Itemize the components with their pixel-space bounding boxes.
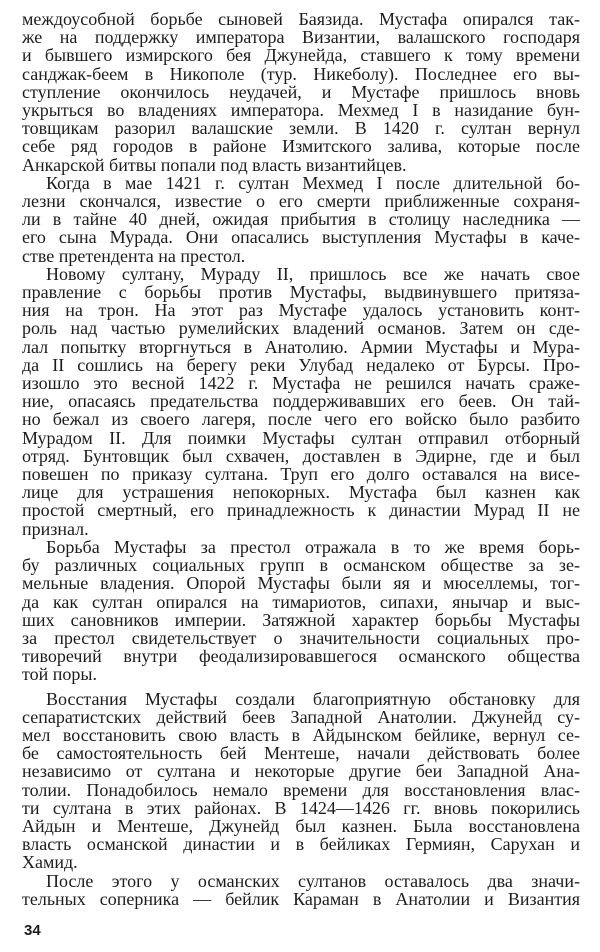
text-line: ли в тайне 40 дней, ожидая прибытия в столицу наследника — xyxy=(22,209,580,230)
text-line: тельных соперника — бейлик Караман в Анатолии и Византия xyxy=(22,888,580,909)
text-line: товщикам разорил валашские земли. В 1420 г. султан вернул xyxy=(22,118,580,139)
text-line: толии. Понадобилось немало времени для восстановления влас- xyxy=(22,779,580,800)
text-line: изошло это весной 1422 г. Мустафа не решился начать сраже- xyxy=(22,373,580,394)
text-line: независимо от султана и некоторые другие беи Западной Ана- xyxy=(22,761,580,782)
text-line: Айдын и Ментеше, Джунейд был казнен. Была восстановлена xyxy=(22,815,580,836)
text-line: себе ряд городов в районе Измитского залива, которые после xyxy=(22,136,580,157)
text-line: Новому султану, Мураду II, пришлось все же начать свое xyxy=(46,263,580,284)
text-line: отряд. Бунтовщик был схвачен, доставлен в Эдирне, где и был xyxy=(22,445,580,466)
paragraph xyxy=(22,690,580,872)
text-line: правление с борьбы против Мустафы, выдвинувшего притяза- xyxy=(22,282,580,303)
text-line: санджак-беем в Никополе (тур. Никеболу). Последнее его вы- xyxy=(22,63,580,84)
text-line: признал. xyxy=(22,518,89,539)
text-line: Мурадом II. Для поимки Мустафы султан отправил отборный xyxy=(22,427,580,448)
text-line: простой смертный, его принадлежность к династии Мурад II не xyxy=(22,500,580,521)
text-line: ния на трон. На этот раз Мустафе удалось установить конт- xyxy=(22,300,580,321)
text-line: междоусобной борьбе сыновей Баязида. Мустафа опирался так- xyxy=(22,9,580,29)
paragraph xyxy=(22,174,580,265)
text-line: сепаратистских действий беев Западной Анатолии. Джунейд су- xyxy=(22,706,580,727)
text-line: лал попытку вторгнуться в Анатолию. Армии Мустафы и Мура- xyxy=(22,336,580,357)
text-line: бу различных социальных групп в османском обществе за зе- xyxy=(22,555,580,576)
text-line: Когда в мае 1421 г. султан Мехмед I после длительной бо- xyxy=(46,172,580,193)
paragraph xyxy=(22,872,580,908)
text-line: стве претендента на престол. xyxy=(22,245,246,266)
text-line: ти султана в этих районах. В 1424—1426 гг. вновь покорились xyxy=(22,797,580,818)
text-line: за престол свидетельствует о значительности социальных про- xyxy=(22,627,580,648)
text-line: Анкарской битвы попали под власть византийцев. xyxy=(22,154,407,175)
text-line: ступление окончилось неудачей, и Мустафе пришлось вновь xyxy=(22,81,580,102)
paragraph xyxy=(22,538,580,684)
text-line: укрыться во владениях императора. Мехмед I в назидание бун- xyxy=(22,100,580,121)
text-line: ние, опасаясь предательства поддерживавших его беев. Он тай- xyxy=(22,391,580,412)
text-line: После этого у османских султанов оставалось два значи- xyxy=(46,870,580,891)
text-line: власть османской династии и в бейликах Гермиян, Сарухан и xyxy=(22,834,580,855)
text-line: Борьба Мустафы за престол отражала в то же время борь- xyxy=(46,536,580,557)
text-line: тиворечий внутри феодализировавшегося османского общества xyxy=(22,646,580,667)
text-line: Восстания Мустафы создали благоприятную обстановку для xyxy=(46,688,580,709)
text-line: лице для устрашения непокорных. Мустафа был казнен как xyxy=(22,482,580,503)
text-line: да II сошлись на берегу реки Улубад недалеко от Бурсы. Про- xyxy=(22,354,580,375)
text-line: мельные владения. Опорой Мустафы были яя и мюселлемы, тог- xyxy=(22,573,580,594)
text-line: повешен по приказу султана. Труп его долго оставался на висе- xyxy=(22,464,580,485)
paragraph xyxy=(22,265,580,538)
text-line: той поры. xyxy=(22,664,97,685)
text-line: мел восстановить свою власть в Айдынском бейлике, вернул се- xyxy=(22,724,580,745)
text-line: ших сановников империи. Затяжной характер борьбы Мустафы xyxy=(22,609,580,630)
page-body xyxy=(22,10,580,908)
text-line: же на поддержку императора Византии, валашского господаря xyxy=(22,27,580,48)
text-line: роль над частью румелийских владений османов. Затем он сде- xyxy=(22,318,580,339)
text-line: и бывшего измирского бея Джунейда, ставшего к тому времени xyxy=(22,45,580,66)
text-line: но бежал из своего лагеря, после чего его войско было разбито xyxy=(22,409,580,430)
page-number: 34 xyxy=(24,922,41,939)
paragraph xyxy=(22,10,580,174)
text-line: бе самостоятельность бей Ментеше, начали действовать более xyxy=(22,743,580,764)
text-line: его сына Мурада. Они опасались выступления Мустафы в каче- xyxy=(22,227,580,248)
text-line: Хамид. xyxy=(22,852,78,873)
text-line: лезни скончался, известие о его смерти приближенные сохраня- xyxy=(22,191,580,212)
text-line: да как султан опирался на тимариотов, сипахи, янычар и выс- xyxy=(22,591,580,612)
